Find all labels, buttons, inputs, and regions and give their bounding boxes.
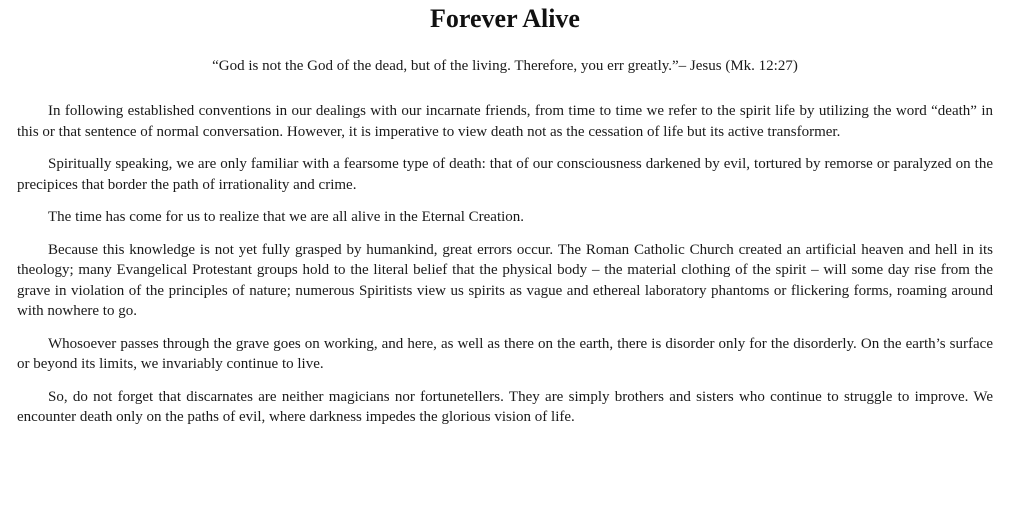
paragraph-2: Spiritually speaking, we are only familiar with a fearsome type of death: that of our consciousness darkened by evil, tortured by remorse or paralyzed on the precipices that border the path of irrationality and crime. (17, 156, 993, 193)
paragraph-6: So, do not forget that discarnates are neither magicians nor fortunetellers. They are simply brothers and sisters who continue to struggle to improve. We encounter death only on the paths of evil, where darkness impedes the glorious vision of life. (17, 388, 993, 425)
paragraph-3: The time has come for us to realize that we are all alive in the Eternal Creation. (48, 209, 525, 225)
paragraph-1: In following established conventions in our dealings with our incarnate friends, from time to time we refer to the spirit life by utilizing the word “death” in this or that sentence of normal conversation. However, it is imperative to view death not as the cessation of life but its active transformer. (17, 103, 993, 140)
article-body (17, 101, 993, 428)
page-title: Forever Alive (430, 4, 580, 33)
paragraph-4: Because this knowledge is not yet fully grasped by humankind, great errors occur. The Roman Catholic Church created an artificial heaven and hell in its theology; many Evangelical Protestant groups hold to the literal belief that the physical body – the material clothing of the spirit – will some day rise from the grave in violation of the principles of nature; numerous Spiritists view us spirits as vague and ethereal laboratory phantoms or flickering forms, roaming around with nowhere to go. (17, 241, 993, 319)
paragraph-5: Whosoever passes through the grave goes on working, and here, as well as there on the earth, there is disorder only for the disorderly. On the earth’s surface or beyond its limits, we invariably continue to live. (17, 335, 993, 372)
epigraph-quote: “God is not the God of the dead, but of the living. Therefore, you err greatly.”– Jesus (Mk. 12:27) (212, 58, 798, 74)
